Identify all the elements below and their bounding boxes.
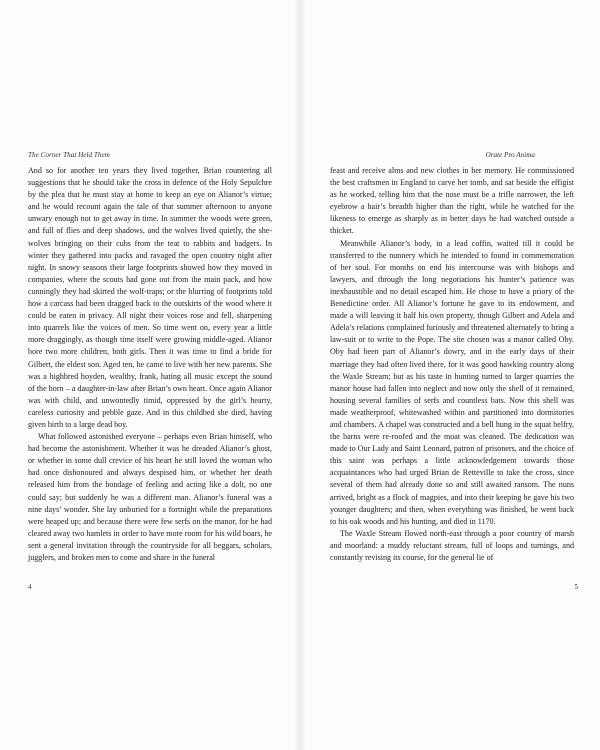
right-page	[300, 0, 600, 750]
book-gutter	[294, 0, 306, 750]
body-text	[330, 165, 574, 564]
page-number: 5	[574, 583, 578, 591]
paragraph: The Waxle Stream flowed north-east through a poor country of marsh and moorland: a muddy reluctant stream, full of loops and turnings, and constantly revising its course, for the general lie of	[330, 528, 574, 562]
paragraph: What followed astonished everyone – perhaps even Brian himself, who had become the astonishment. Whether it was he dreaded Alianor’s ghost, or whether in some dull crevice of his heart he still loved the woman who had once dishonoured and always despised him, or whether her death released him from the bondage of feeling and acting like a dolt, no one could say; but suddenly he was a different man. Alianor’s funeral was a nine days’ wonder. She lay unburied for a fortnight while the preparations were heaped up; and because there were few serfs on the manor, for he had cleared away two hamlets in order to have more room for his wild boars, he sent a general invitation through the countryside for all beggars, scholars, jugglers, and broken men to come and share in the funeral	[28, 432, 272, 562]
running-head: Orate Pro Anima	[485, 151, 535, 159]
paragraph: feast and receive alms and new clothes in her memory. He commissioned the best craftsmen in England to carve her tomb, and sat beside the effigist as he worked, telling him that the nose must be a trifle narrower, the left eyebrow a hair’s breadth higher than the right, while he watched for the likeness to emerge as sharply as in better days he had watched outside a thicket.	[330, 166, 574, 236]
paragraph: And so for another ten years they lived together, Brian countering all suggestions that he should take the cross in defence of the Holy Sepulchre by the plea that he must stay at home to keep an eye on Alianor’s virtue; and he would recount again the tale of that summer afternoon to anyone unwary enough not to get away in time. In summer the woods were green, and full of flies and deep shadows, and the wolves lived quietly, the she-wolves bringing on their cubs from the teat to rabbits and badgers. In winter they gathered into packs and ravaged the open country night after night. In snowy seasons their large footprints showed how they moved in companies, where the scouts had gone out from the main pack, and how cunningly they had skirted the wolf-traps; or the blurring of footprints told how a carcass had been dragged back to the outskirts of the wood where it could be eaten in privacy. All night their voices rose and fell, sharpening into quarrels like the voices of men. So time went on, every year a little more draggingly, as though time itself were growing middle-aged. Alianor bore two more children, both girls. Then it was time to find a bride for Gilbert, the eldest son. Aged ten, he came to live with her new parents. She was a highbred hoyden, wealthy, frank, hating all music except the sound of the horn – a daughter-in-law after Brian’s own heart. Once again Alianor was with child, and unwontedly timid, oppressed by the girl’s hearty, careless curiosity and pebble gaze. And in this childbed she died, having given birth to a large dead boy.	[28, 166, 272, 429]
running-head: The Corner That Held Them	[28, 151, 110, 159]
paragraph: Meanwhile Alianor’s body, in a lead coffin, waited till it could be transferred to the nunnery which he intended to found in commemoration of her soul. For months on end his intercourse was with bishops and lawyers, and through the long negotiations his hunter’s patience was inexhaustible and no detail escaped him. He chose to have a priory of the Benedictine order. All Alianor’s fortune he gave to its endowment, and made a will leaving it half his own property, though Gilbert and Adela and Adela’s relations complained furiously and threatened alternately to bring a law-suit or to write to the Pope. The site chosen was a manor called Oby. Oby had been part of Alianor’s dowry, and in the early days of their marriage they had often lived there, for it was good hawking country along the Waxle Stream; but as his taste in hunting turned to larger quarries the manor house had fallen into neglect and now only the shell of it remained, housing several families of serfs and countless bats. Now this shell was made weatherproof, whitewashed within and partitioned into dormitories and chambers. A chapel was constructed and a bell hung in the squat belfry, the barns were re-roofed and the moat was cleaned. The dedication was made to Our Lady and Saint Leonard, patron of prisoners, and the choice of this saint was perhaps a little acknowledgement towards those acquaintances who had urged Brian de Retteville to take the cross, since several of them had already done so and still awaited ransom. The nuns arrived, bright as a flock of magpies, and into their keeping he gave his two younger daughters; and then, when everything was finished, he went back to his oak woods and his hunting, and died in 1170.	[330, 238, 574, 526]
page-number: 4	[28, 583, 32, 591]
body-text	[28, 165, 272, 564]
